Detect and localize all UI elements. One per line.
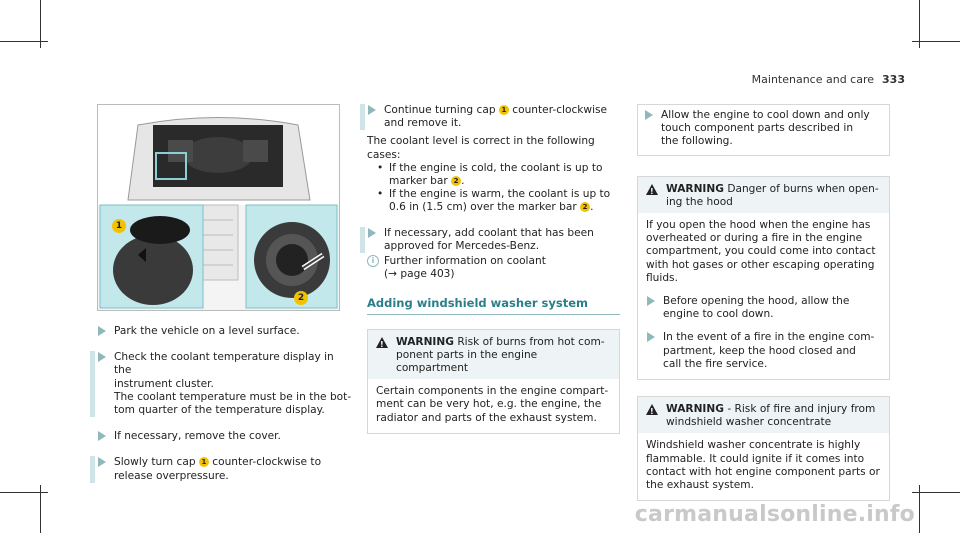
warning-icon [646,404,658,415]
warning-text: compartment, you could come into contact [646,245,876,258]
warning-icon [646,184,658,195]
step-bar [360,227,365,253]
warning-title: - Risk of fire and injury from [727,403,876,416]
crop-mark [0,41,48,42]
callout-1-badge: 1 [499,105,509,115]
warning-title: ponent parts in the engine compartment [396,348,538,375]
step-text: approved for Mercedes-Benz. [384,239,540,252]
step-bar [90,351,95,417]
callout-2-badge: 2 [580,202,590,212]
warning-text: If you open the hood when the engine has [646,219,871,232]
warning-box-washer [637,396,890,501]
step-check-temperature [97,351,352,417]
warning-box-burns [367,329,620,434]
bullet-text: • If the engine is warm, the coolant is up to [389,188,611,201]
step-arrow-icon [98,326,106,336]
step-allow-cool [644,109,883,149]
step-text: Check the coolant temperature display in the [114,351,334,377]
warning-text: flammable. It could ignite if it comes into [646,452,865,465]
warning-title: Danger of burns when open- [727,182,879,195]
warning-text: contact with hot engine component parts or [646,465,880,478]
bullet-text: 0.6 in (1.5 cm) over the marker bar [389,201,581,214]
step-arrow-icon [98,457,106,467]
info-icon: i [367,255,379,267]
warning-text: ment can be very hot, e.g. the engine, the [376,398,602,411]
info-note [367,255,624,281]
step-text: Park the vehicle on a level surface. [114,325,300,337]
step-bar [360,104,365,130]
step-turn-cap [97,456,352,482]
step-text: Continue turning cap [384,104,499,116]
step-text: counter-clockwise [508,104,608,116]
step-text: Before opening the hood, allow the [663,295,850,308]
bullet-text: • If the engine is cold, the coolant is up to [389,161,603,174]
column-1 [97,325,352,496]
warning-text: Certain components in the engine compart- [376,385,609,398]
step-text: In the event of a fire in the engine com- [663,331,875,344]
warning-text: the exhaust system. [646,479,754,492]
page-header [752,73,905,86]
step-text: partment, keep the hood closed and [663,344,856,357]
step-text: The coolant temperature must be in the bot- [114,390,352,403]
page-reference-link[interactable]: (→ page 403) [384,268,455,281]
step-text: If necessary, add coolant that has been [384,226,594,239]
warning-label: WARNING [666,182,724,195]
info-text: Further information on coolant [384,255,546,268]
section-heading: Adding windshield washer system [367,297,620,314]
step-arrow-icon [645,110,653,120]
step-arrow-icon [647,332,655,342]
step-continue-turning [367,104,624,130]
bullet-text: . [461,175,465,188]
step-text: Allow the engine to cool down and only [661,109,870,121]
section-title: Maintenance and care [751,73,875,86]
bullet-text: . [590,201,594,214]
crop-mark [912,492,960,493]
step-text: release overpressure. [114,469,229,482]
bullet-engine-warm [367,188,624,214]
engine-illustration [98,105,339,310]
step-text: Slowly turn cap [114,456,199,469]
warning-text: Windshield washer concentrate is highly [646,439,861,452]
step-text: instrument cluster. [114,377,214,390]
step-text: the following. [661,135,733,148]
warning-text: with hot gases or other escaping operating [646,258,875,271]
step-text: If necessary, remove the cover. [114,430,281,443]
step-text: touch component parts described in [661,122,854,135]
column-3 [637,104,890,501]
warning-title: ing the hood [666,195,733,208]
warning-text: radiator and parts of the exhaust system. [376,411,597,424]
warning-label: WARNING [396,335,454,348]
cooldown-box [637,104,890,156]
step-arrow-icon [98,352,106,362]
warning-box-hood [637,176,890,380]
coolant-level-paragraph [367,135,624,161]
paragraph-text: cases: [367,148,401,161]
callout-1-badge: 1 [112,219,126,233]
warning-text: overheated or during a fire in the engine [646,232,863,245]
step-arrow-icon [98,431,106,441]
step-before-opening [646,295,881,321]
step-add-coolant [367,227,624,253]
callout-2-badge: 2 [451,176,461,186]
step-fire [646,331,881,371]
step-park [97,325,352,338]
bullet-engine-cold [367,162,624,188]
step-text: tom quarter of the temperature display. [114,404,325,417]
bullet-text: marker bar [389,175,452,188]
page-number: 333 [882,73,905,86]
callout-2-badge: 2 [294,291,308,305]
crop-mark [912,41,960,42]
warning-title: windshield washer concentrate [666,416,832,429]
step-arrow-icon [368,228,376,238]
step-bar [90,456,95,482]
step-remove-cover [97,430,352,443]
step-text: call the fire service. [663,357,768,370]
warning-label: WARNING [666,403,724,416]
engine-compartment-figure [97,104,340,311]
callout-1-badge: 1 [199,457,209,467]
warning-text: fluids. [646,271,678,284]
paragraph-text: The coolant level is correct in the following [367,135,595,148]
step-text: and remove it. [384,117,462,130]
crop-mark [0,492,48,493]
warning-title: Risk of burns from hot com- [457,335,605,348]
step-arrow-icon [368,105,376,115]
step-text: engine to cool down. [663,308,774,321]
watermark: carmanualsonline.info [634,502,915,527]
step-arrow-icon [647,296,655,306]
warning-icon [376,337,388,348]
step-text: counter-clockwise to [208,456,322,469]
column-2 [367,104,624,434]
